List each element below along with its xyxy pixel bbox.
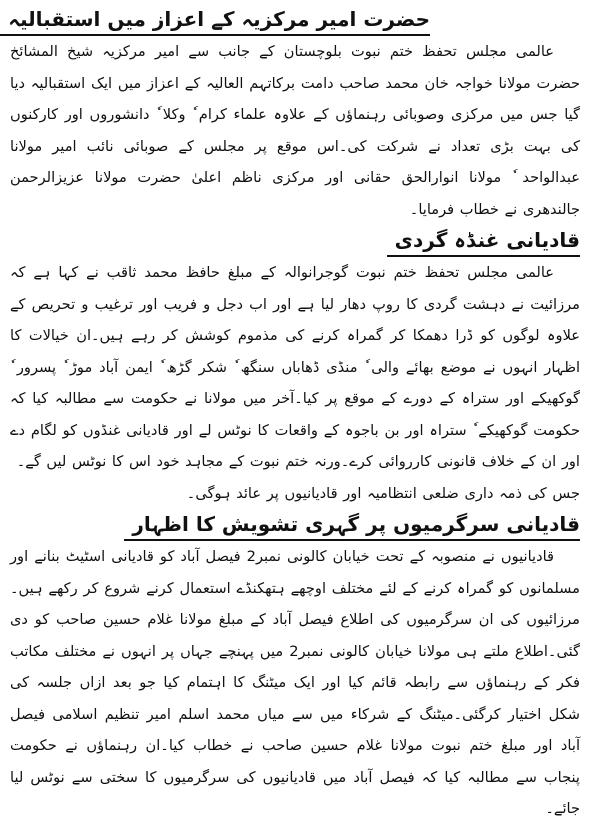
section-heading: قادیانی غنڈہ گردی [387,225,580,257]
section-concern [10,509,580,825]
section-heading: حضرت امیر مرکزیہ کے اعزاز میں استقبالیہ [0,4,430,36]
section-reception [10,4,580,225]
section-heading: قادیانی سرگرمیوں پر گہری تشویش کا اظہار [124,509,580,541]
section-paragraph: عالمی مجلس تحفظ ختم نبوت بلوچستان کے جانب سے امیر مرکزیہ شیخ المشائخ حضرت مولانا خواجہ خان محمد صاحب دامت برکاتہم العالیہ کے اعزاز میں ایک استقبالیہ دیا گیا جس میں مرکزی وصوبائی رہنماؤں کے علاوہ علماء کرام ٗ وکلا ٗ دانشوروں اور کارکنوں کی بہت بڑی تعداد نے شرکت کی۔اس موقع پر مجلس کے صوبائی نائب امیر مولانا عبدالواحد ٗ مولانا انوارالحق حقانی اور مرکزی ناظم اعلیٰ حضرت مولانا عزیزالرحمن جالندھری نے خطاب فرمایا۔ [10,43,580,218]
section-paragraph: قادیانیوں نے منصوبہ کے تحت خیابان کالونی نمبر2 فیصل آباد کو قادیانی اسٹیٹ بنانے اور مسلمانوں کو گمراہ کرنے کے لئے مختلف اوچھے ہتھکنڈے استعمال کرنے شروع کر رکھے ہیں۔مرزائیوں کی ان سرگرمیوں کی اطلاع فیصل آباد کے مبلغ مولانا غلام حسین صاحب کو دی گئی۔اطلاع ملتے ہی مولانا خیابان کالونی نمبر2 میں پہنچے جہاں پر انہوں نے مختلف مکاتب فکر کے رہنماؤں سے رابطہ قائم کیا اور ایک میٹنگ کا اہتمام کیا جو بعد ازاں جلسہ کی شکل اختیار کرگئی۔میٹنگ کے شرکاء میں سے میاں محمد اسلم امیر تنظیم اسلامی فیصل آباد اور مبلغ ختم نبوت مولانا غلام حسین صاحب نے خطاب کیا۔ان رہنماؤں نے حکومت پنجاب سے مطالبہ کیا کہ فیصل آباد میں قادیانیوں کی سرگرمیوں کا سختی سے نوٹس لیا جائے۔ [10,548,580,817]
section-qadiani-hooliganism [10,225,580,509]
section-paragraph: جس کی ذمہ داری ضلعی انتظامیہ اور قادیانیوں پر عائد ہوگی۔ [186,484,580,502]
section-paragraph: عالمی مجلس تحفظ ختم نبوت گوجرانوالہ کے مبلغ حافظ محمد ثاقب نے کہا ہے کہ مرزائیت نے دہشت گردی کا روپ دھار لیا ہے اور اب دجل و فریب اور ترغیب و تحریص کے علاوہ لوگوں کو ڈرا دھمکا کر گمراہ کرنے کی مذموم کوشش کر رہے ہیں۔ان خیالات کا اظہار انہوں نے موضع بھائے والی ٗ منڈی ڈھاباں سنگھ ٗ شکر گڑھ ٗ ایمن آباد موڑ ٗ پسرور ٗ گوکھیکے اور ستراہ کے دورے کے موقع پر کیا۔آخر میں مولانا نے حکومت سے مطالبہ کیا کہ حکومت گوکھیکے ٗ ستراہ اور بن باجوہ کے واقعات کا نوٹس لے اور قادیانی غنڈوں کو لگام دے اور ان کے خلاف قانونی کارروائی کرے۔ورنہ ختم نبوت کے مجاہد خود اس کا نوٹس لیں گے۔ [10,264,580,470]
